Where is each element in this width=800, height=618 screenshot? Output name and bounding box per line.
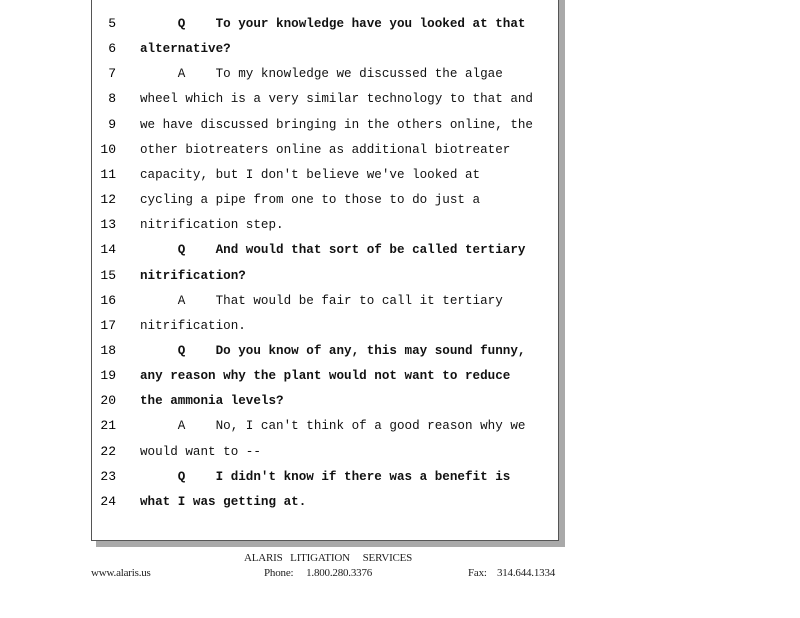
- line-text: A To my knowledge we discussed the algae: [140, 67, 503, 82]
- transcript-line: [92, 165, 560, 185]
- transcript-line: [92, 64, 560, 84]
- footer-company: ALARIS LITIGATION SERVICES: [244, 552, 413, 564]
- footer-phone: Phone: 1.800.280.3376: [264, 567, 373, 579]
- line-text: what I was getting at.: [140, 494, 307, 509]
- line-number: 7: [108, 66, 116, 82]
- line-text: capacity, but I don't believe we've looked at: [140, 167, 481, 182]
- footer-website[interactable]: www.alaris.us: [91, 567, 151, 579]
- line-text: alternative?: [140, 42, 231, 57]
- transcript-line: [92, 291, 560, 311]
- transcript-line: [92, 316, 560, 336]
- transcript-line: [92, 492, 560, 512]
- line-text: Q And would that sort of be called tertiary: [140, 243, 526, 258]
- transcript-line: [92, 89, 560, 109]
- transcript-line: [92, 115, 560, 135]
- line-text: would want to --: [140, 444, 261, 459]
- transcript-line: [92, 215, 560, 235]
- transcript-line: [92, 416, 560, 436]
- line-number: 10: [100, 141, 116, 157]
- line-text: nitrification?: [140, 268, 246, 283]
- transcript-line: [92, 341, 560, 361]
- line-text: Q Do you know of any, this may sound funny,: [140, 343, 526, 358]
- transcript-line: [92, 240, 560, 260]
- transcript-line: [92, 467, 560, 487]
- transcript-line: [92, 14, 560, 34]
- line-text: nitrification step.: [140, 218, 284, 233]
- line-number: 17: [100, 317, 116, 333]
- footer-fax: Fax: 314.644.1334: [468, 567, 556, 579]
- line-number: 24: [100, 493, 116, 509]
- line-number: 23: [100, 468, 116, 484]
- line-number: 5: [108, 16, 116, 31]
- line-number: 19: [100, 368, 116, 384]
- line-number: 14: [100, 242, 116, 258]
- line-text: Q I didn't know if there was a benefit is: [140, 469, 511, 484]
- line-text: nitrification.: [140, 318, 246, 333]
- line-number: 6: [108, 41, 116, 57]
- transcript-page: [91, 0, 559, 541]
- line-number: 11: [100, 166, 116, 182]
- line-number: 9: [108, 116, 116, 132]
- line-text: we have discussed bringing in the others online, the: [140, 117, 533, 132]
- line-text: A No, I can't think of a good reason why we: [140, 419, 526, 434]
- line-text: Q To your knowledge have you looked at that: [140, 17, 526, 31]
- transcript-line: [92, 39, 560, 59]
- line-number: 21: [100, 418, 116, 434]
- line-number: 12: [100, 192, 116, 208]
- line-text: any reason why the plant would not want to reduce: [140, 369, 511, 384]
- line-number: 22: [100, 443, 116, 459]
- line-number: 15: [100, 267, 116, 283]
- line-number: 18: [100, 342, 116, 358]
- line-text: the ammonia levels?: [140, 394, 284, 409]
- line-text: other biotreaters online as additional biotreater: [140, 142, 511, 157]
- line-number: 13: [100, 217, 116, 233]
- line-number: 16: [100, 292, 116, 308]
- transcript-line: [92, 190, 560, 210]
- transcript-line: [92, 140, 560, 160]
- line-text: cycling a pipe from one to those to do just a: [140, 193, 481, 208]
- line-text: wheel which is a very similar technology to that and: [140, 92, 533, 107]
- line-number: 20: [100, 393, 116, 409]
- transcript-line: [92, 366, 560, 386]
- transcript-line: [92, 266, 560, 286]
- transcript-line: [92, 442, 560, 462]
- line-text: A That would be fair to call it tertiary: [140, 293, 503, 308]
- transcript-line: [92, 391, 560, 411]
- line-number: 8: [108, 91, 116, 107]
